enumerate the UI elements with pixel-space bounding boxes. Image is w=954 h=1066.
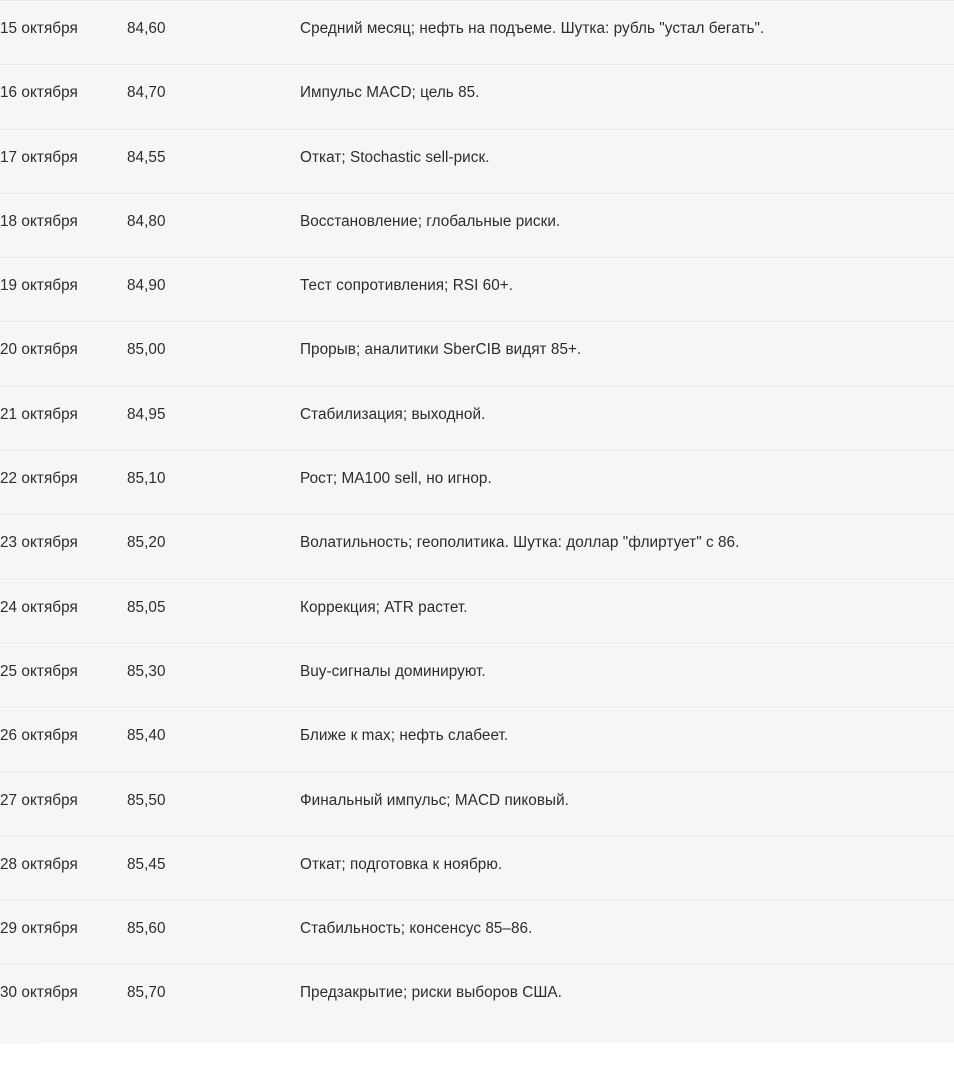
table-row xyxy=(0,965,954,1029)
cell-note: Предзакрытие; риски выборов США. xyxy=(300,965,954,1029)
cell-price: 84,80 xyxy=(127,193,300,257)
cell-date: 22 октября xyxy=(0,451,127,515)
table-row xyxy=(0,836,954,900)
cell-price: 84,90 xyxy=(127,258,300,322)
cell-date: 16 октября xyxy=(0,65,127,129)
cell-date: 17 октября xyxy=(0,129,127,193)
cell-date: 21 октября xyxy=(0,386,127,450)
cell-date: 27 октября xyxy=(0,772,127,836)
cell-note: Стабилизация; выходной. xyxy=(300,386,954,450)
cell-note: Прорыв; аналитики SberCIB видят 85+. xyxy=(300,322,954,386)
cell-note: Buy-сигналы доминируют. xyxy=(300,643,954,707)
cell-note: Волатильность; геополитика. Шутка: доллар "флиртует" с 86. xyxy=(300,515,954,579)
cell-date: 30 октября xyxy=(0,965,127,1029)
table-row xyxy=(0,322,954,386)
cell-price: 85,30 xyxy=(127,643,300,707)
table-row xyxy=(0,386,954,450)
cell-price: 84,95 xyxy=(127,386,300,450)
cell-date: 26 октября xyxy=(0,708,127,772)
cell-note: Средний месяц; нефть на подъеме. Шутка: рубль "устал бегать". xyxy=(300,1,954,65)
table-row xyxy=(0,451,954,515)
cell-date: 25 октября xyxy=(0,643,127,707)
cell-note: Тест сопротивления; RSI 60+. xyxy=(300,258,954,322)
cell-date: 23 октября xyxy=(0,515,127,579)
cell-price: 84,70 xyxy=(127,65,300,129)
cell-note: Рост; MA100 sell, но игнор. xyxy=(300,451,954,515)
table-row xyxy=(0,65,954,129)
table-row xyxy=(0,1,954,65)
forecast-table-body xyxy=(0,1,954,1029)
cell-note: Откат; Stochastic sell-риск. xyxy=(300,129,954,193)
cell-date: 28 октября xyxy=(0,836,127,900)
table-row xyxy=(0,515,954,579)
cell-note: Стабильность; консенсус 85–86. xyxy=(300,901,954,965)
cell-note: Финальный импульс; MACD пиковый. xyxy=(300,772,954,836)
cell-price: 84,55 xyxy=(127,129,300,193)
cell-note: Восстановление; глобальные риски. xyxy=(300,193,954,257)
cell-price: 85,60 xyxy=(127,901,300,965)
table-row xyxy=(0,193,954,257)
cell-date: 29 октября xyxy=(0,901,127,965)
cell-price: 85,70 xyxy=(127,965,300,1029)
cell-price: 85,40 xyxy=(127,708,300,772)
bottom-rounded-panel xyxy=(28,1042,954,1066)
cell-price: 85,45 xyxy=(127,836,300,900)
table-row xyxy=(0,258,954,322)
cell-price: 85,10 xyxy=(127,451,300,515)
table-row xyxy=(0,901,954,965)
cell-date: 24 октября xyxy=(0,579,127,643)
cell-date: 15 октября xyxy=(0,1,127,65)
cell-note: Коррекция; ATR растет. xyxy=(300,579,954,643)
cell-price: 85,50 xyxy=(127,772,300,836)
cell-note: Импульс MACD; цель 85. xyxy=(300,65,954,129)
cell-price: 85,05 xyxy=(127,579,300,643)
table-row xyxy=(0,643,954,707)
cell-date: 19 октября xyxy=(0,258,127,322)
cell-price: 85,00 xyxy=(127,322,300,386)
table-row xyxy=(0,708,954,772)
cell-price: 85,20 xyxy=(127,515,300,579)
cell-date: 18 октября xyxy=(0,193,127,257)
cell-note: Ближе к max; нефть слабеет. xyxy=(300,708,954,772)
cell-price: 84,60 xyxy=(127,1,300,65)
table-row xyxy=(0,579,954,643)
table-row xyxy=(0,772,954,836)
table-row xyxy=(0,129,954,193)
cell-date: 20 октября xyxy=(0,322,127,386)
cell-note: Откат; подготовка к ноябрю. xyxy=(300,836,954,900)
